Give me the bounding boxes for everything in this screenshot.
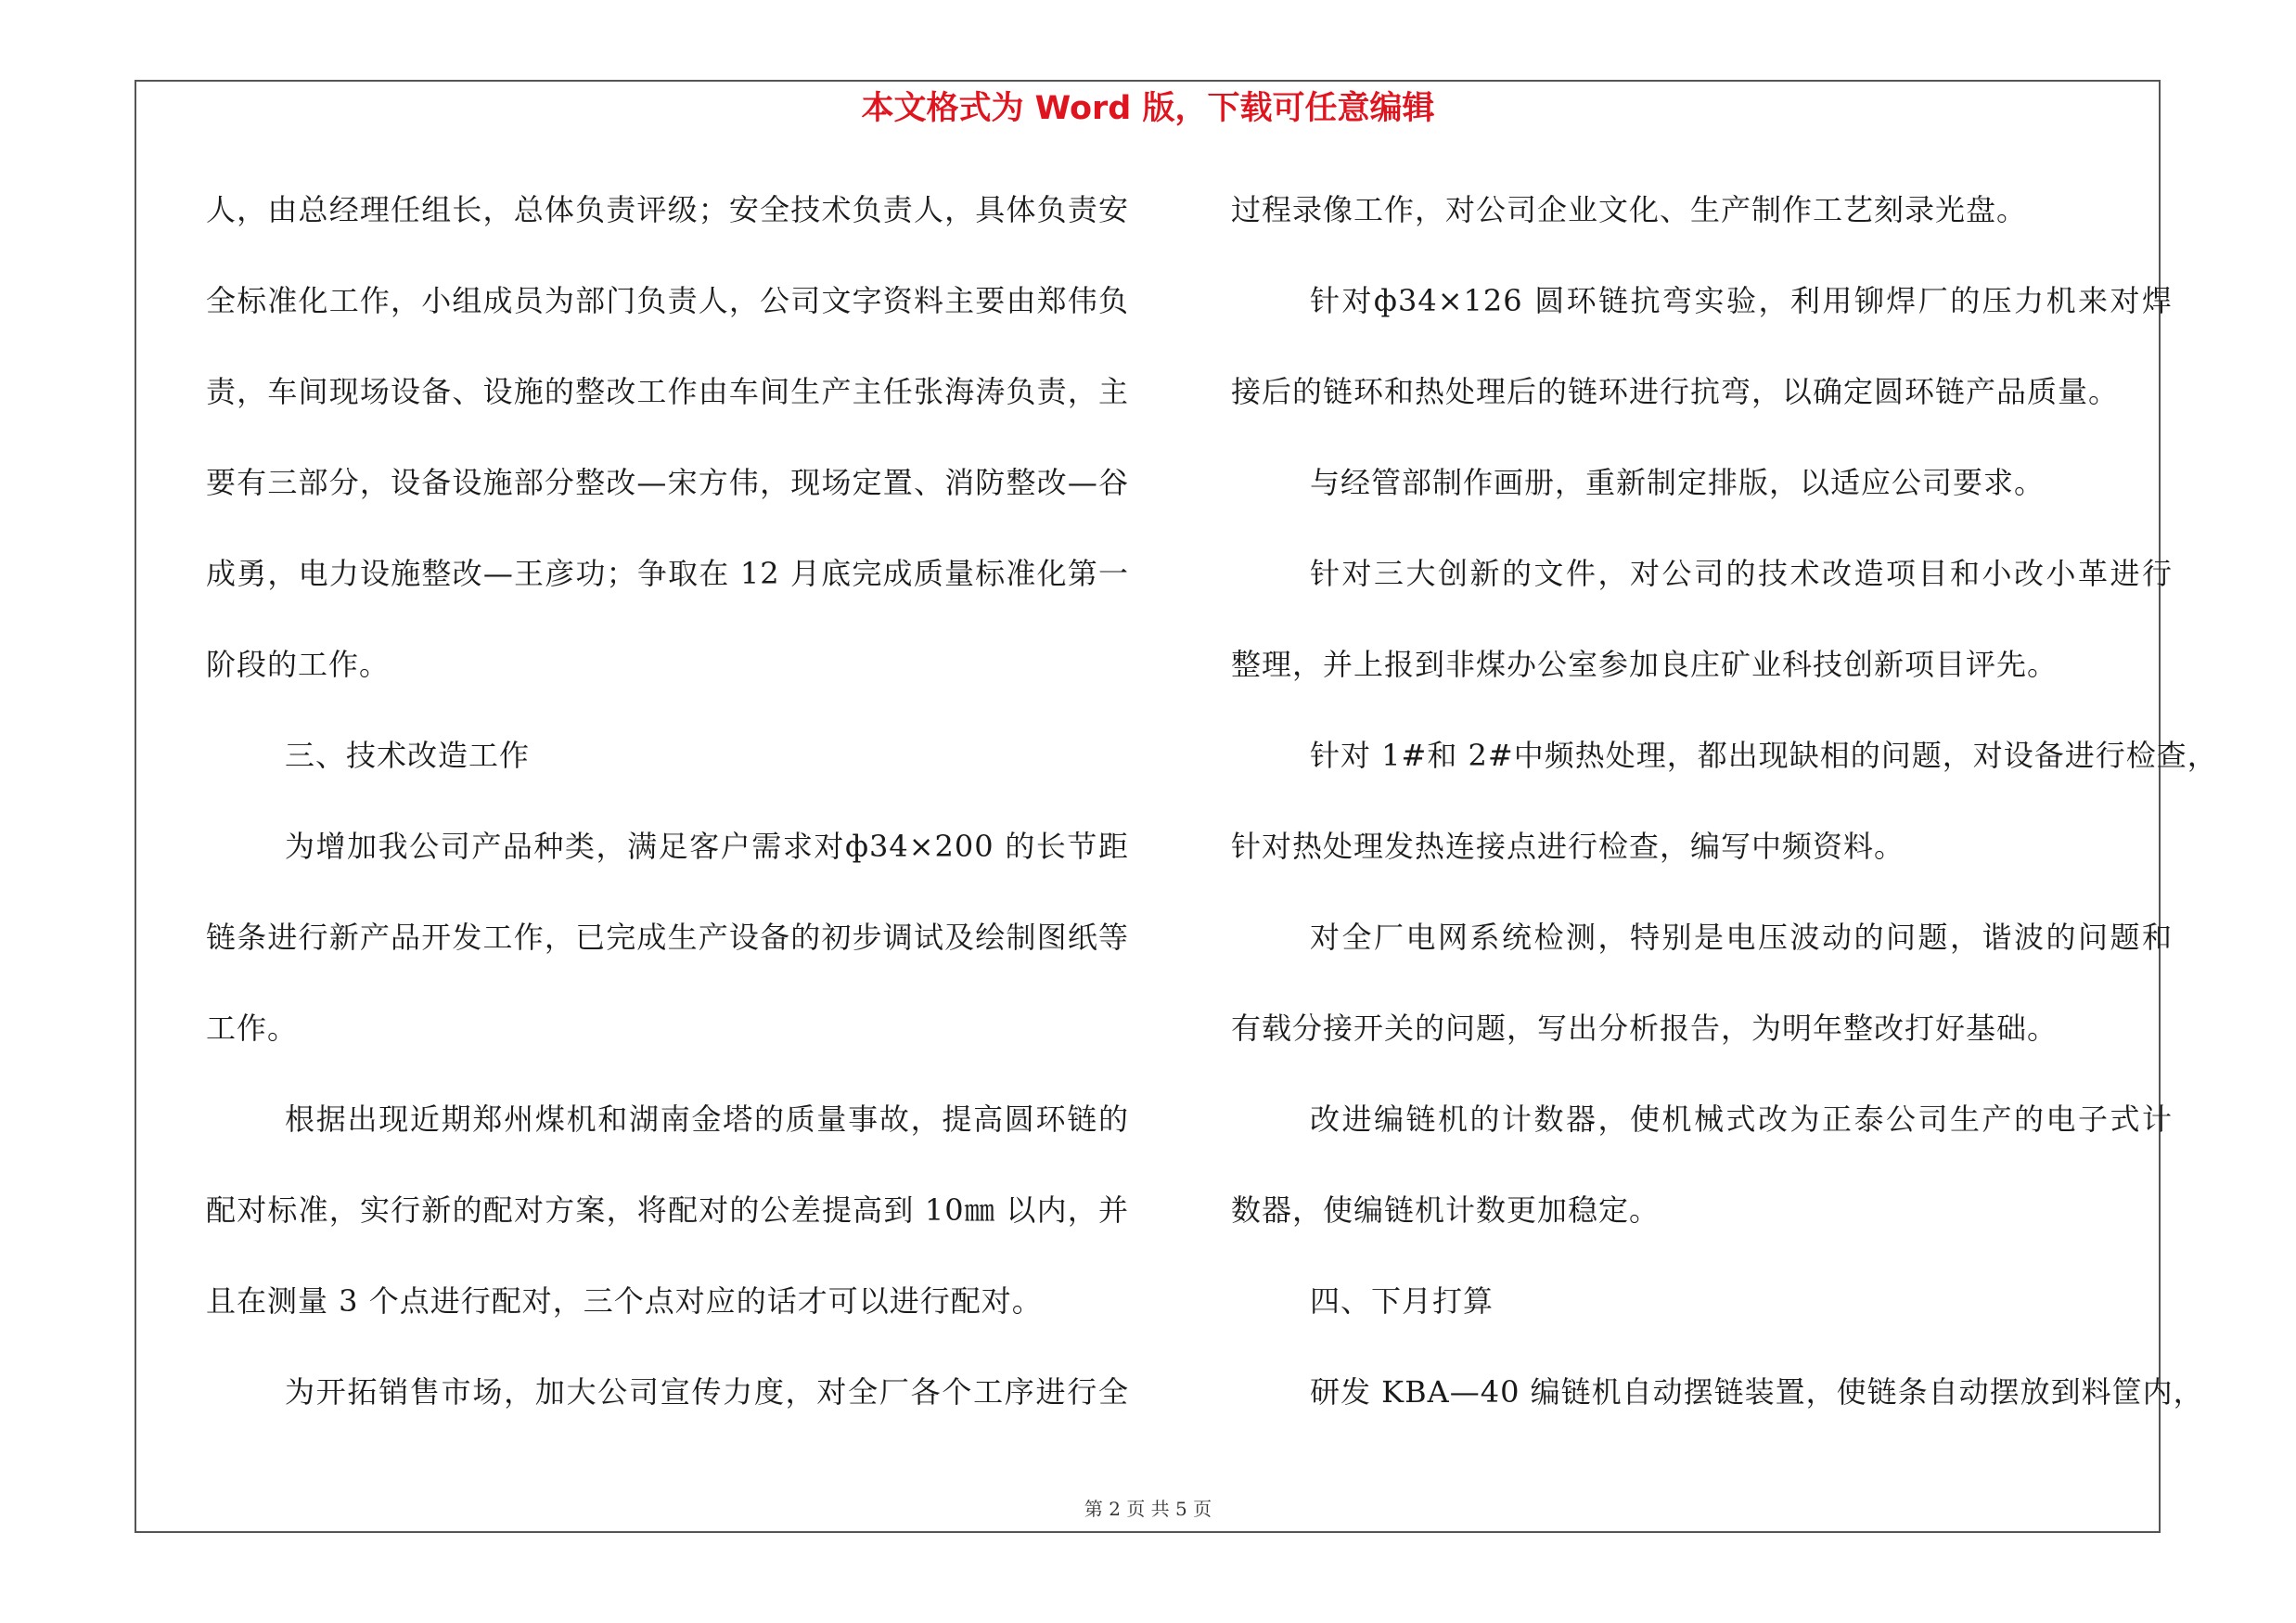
paragraph-line: 对全厂电网系统检测，特别是电压波动的问题，谐波的问题和: [1310, 920, 2173, 955]
paragraph-line: 配对标准，实行新的配对方案，将配对的公差提高到 10㎜ 以内，并: [206, 1192, 1129, 1228]
paragraph-line: 为增加我公司产品种类，满足客户需求对ф34×200 的长节距: [285, 829, 1129, 864]
section-heading: 四、下月打算: [1310, 1283, 1494, 1319]
paragraph-line: 且在测量 3 个点进行配对，三个点对应的话才可以进行配对。: [206, 1283, 1043, 1319]
paragraph-line: 针对三大创新的文件，对公司的技术改造项目和小改小革进行: [1310, 556, 2173, 591]
paragraph-line: 链条进行新产品开发工作，已完成生产设备的初步调试及绘制图纸等: [206, 920, 1129, 955]
paragraph-line: 为开拓销售市场，加大公司宣传力度，对全厂各个工序进行全: [285, 1374, 1129, 1410]
paragraph-line: 人，由总经理任组长，总体负责评级；安全技术负责人，具体负责安: [206, 192, 1129, 227]
section-heading: 三、技术改造工作: [285, 738, 531, 773]
paragraph-line: 数器，使编链机计数更加稳定。: [1231, 1192, 1661, 1228]
paragraph-line: 与经管部制作画册，重新制定排版，以适应公司要求。: [1310, 465, 2046, 500]
paragraph-line: 有载分接开关的问题，写出分析报告，为明年整改打好基础。: [1231, 1011, 2059, 1046]
paragraph-line: 根据出现近期郑州煤机和湖南金塔的质量事故，提高圆环链的: [285, 1101, 1129, 1137]
paragraph-line: 针对热处理发热连接点进行检查，编写中频资料。: [1231, 829, 1905, 864]
paragraph-line: 要有三部分，设备设施部分整改—宋方伟，现场定置、消防整改—谷: [206, 465, 1129, 500]
paragraph-line: 过程录像工作，对公司企业文化、生产制作工艺刻录光盘。: [1231, 192, 2028, 227]
paragraph-line: 针对ф34×126 圆环链抗弯实验，利用铆焊厂的压力机来对焊: [1310, 283, 2173, 318]
paragraph-line: 责，车间现场设备、设施的整改工作由车间生产主任张海涛负责，主: [206, 374, 1129, 409]
paragraph-line: 接后的链环和热处理后的链环进行抗弯，以确定圆环链产品质量。: [1231, 374, 2120, 409]
page-number-footer: 第 2 页 共 5 页: [1084, 1498, 1212, 1520]
paragraph-line: 针对 1#和 2#中频热处理，都出现缺相的问题，对设备进行检查，: [1310, 738, 2218, 773]
paragraph-line: 全标准化工作，小组成员为部门负责人，公司文字资料主要由郑伟负: [206, 283, 1129, 318]
paragraph-line: 工作。: [206, 1011, 299, 1046]
paragraph-line: 阶段的工作。: [206, 647, 391, 682]
paragraph-line: 整理，并上报到非煤办公室参加良庄矿业科技创新项目评先。: [1231, 647, 2059, 682]
paragraph-line: 成勇，电力设施整改—王彦功；争取在 12 月底完成质量标准化第一: [206, 556, 1129, 591]
word-format-banner: 本文格式为 Word 版，下载可任意编辑: [861, 90, 1435, 127]
paragraph-line: 研发 KBA—40 编链机自动摆链装置，使链条自动摆放到料筐内，: [1310, 1374, 2204, 1410]
paragraph-line: 改进编链机的计数器，使机械式改为正泰公司生产的电子式计: [1310, 1101, 2173, 1137]
